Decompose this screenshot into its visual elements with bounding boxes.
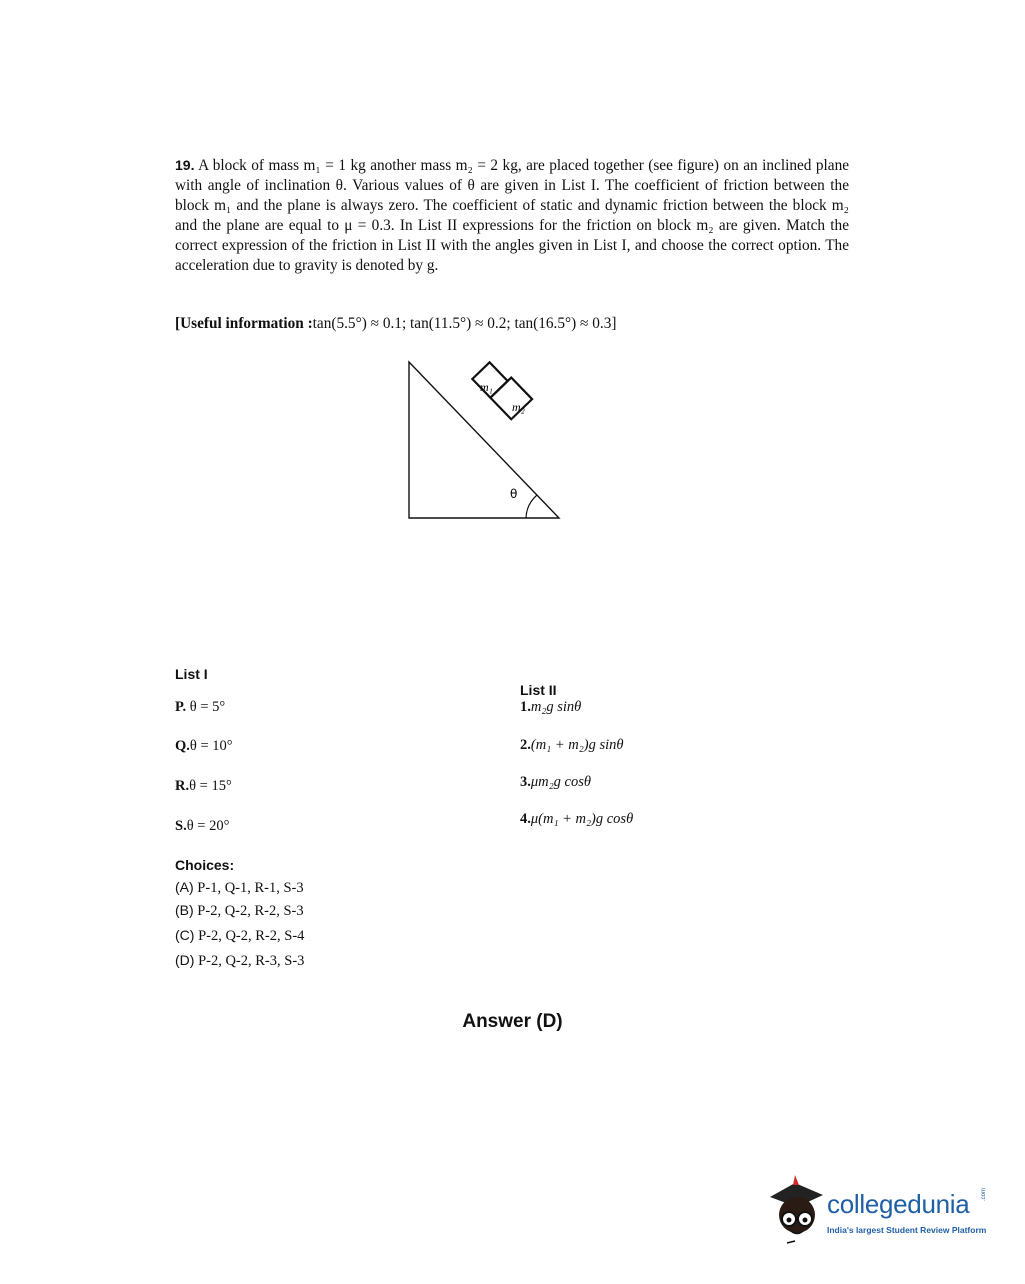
useful-information	[175, 315, 616, 333]
list1-item-text: θ = 10°	[189, 738, 233, 754]
choice-b	[175, 902, 304, 920]
list1-item-key: P.	[175, 699, 187, 715]
choice-text: P-2, Q-2, R-3, S-3	[194, 953, 305, 969]
choice-d	[175, 952, 304, 970]
list1-item-r	[175, 778, 232, 795]
logo-tagline: India's largest Student Review Platform	[827, 1225, 987, 1235]
list1-item-key: R.	[175, 778, 190, 794]
choice-text: P-2, Q-2, R-2, S-3	[193, 903, 304, 919]
inclined-plane-figure	[400, 355, 570, 530]
list2-item-key: 3.	[520, 774, 531, 790]
list2-item-text: (m₁ + m₂)g sinθ	[530, 737, 624, 753]
useful-information-text: tan(5.5°) ≈ 0.1; tan(11.5°) ≈ 0.2; tan(16.5°) ≈ 0.3]	[312, 315, 617, 332]
choices-title: Choices:	[175, 857, 235, 873]
choice-key: (D)	[175, 952, 195, 968]
choice-text: P-1, Q-1, R-1, S-3	[193, 880, 304, 896]
angle-arc	[526, 495, 537, 518]
answer-text: Answer (D)	[462, 1011, 563, 1032]
list1-item-text: θ = 15°	[189, 778, 232, 794]
choice-key: (B)	[175, 902, 194, 918]
list2-item-key: 1.	[520, 699, 531, 715]
label-theta: θ	[510, 487, 518, 501]
list2-item-key: 2.	[520, 737, 531, 753]
list1-item-p	[175, 699, 225, 716]
list1-item-text: θ = 5°	[186, 699, 226, 715]
list1-item-key: Q.	[175, 738, 190, 754]
list1-title: List I	[175, 666, 208, 682]
list2-item-3	[520, 774, 591, 791]
choice-c	[175, 927, 304, 945]
logo-suffix: .com	[981, 1187, 987, 1201]
list1-item-text: θ = 20°	[186, 818, 230, 834]
list2-item-text: μ(m₁ + m₂)g cosθ	[530, 811, 634, 827]
list1-item-key: S.	[175, 818, 187, 834]
label-m2: m₂	[512, 400, 525, 414]
choice-key: (C)	[175, 927, 195, 943]
logo-name: collegedunia	[827, 1189, 970, 1219]
list1-item-q	[175, 738, 233, 755]
choice-a	[175, 879, 304, 897]
list2-item-text: μm₂g cosθ	[530, 774, 591, 790]
list1-item-s	[175, 818, 229, 835]
label-m1: m₁	[480, 380, 493, 394]
list2-item-key: 4.	[520, 811, 531, 827]
question-number: 19.	[175, 157, 195, 173]
useful-information-label: [Useful information :	[175, 315, 313, 332]
list2-item-text: m₂g sinθ	[530, 699, 582, 715]
mascot-icon	[765, 1175, 827, 1245]
choice-text: P-2, Q-2, R-2, S-4	[194, 928, 305, 944]
question-text: A block of mass m₁ = 1 kg another mass m₂ = 2 kg, are placed together (see figure) on an inclined plane with angle of inclination θ. Various values of θ are given in List I. The coefficient of friction between the block m₁ and the plane is always zero. The coefficient of static and dynamic friction between the block m₂ and the plane are equal to μ = 0.3. In List II expressions for the friction on block m₂ are given. Match the correct expression of the friction in List II with the angles given in List I, and choose the correct option. The acceleration due to gravity is denoted by g.	[175, 157, 850, 274]
list2-item-1	[520, 699, 581, 716]
list2-item-2	[520, 737, 624, 754]
question-paragraph	[175, 155, 849, 276]
choice-key: (A)	[175, 879, 194, 895]
list2-title: List II	[520, 682, 557, 698]
collegedunia-logo	[765, 1175, 995, 1250]
list2-item-4	[520, 811, 633, 828]
